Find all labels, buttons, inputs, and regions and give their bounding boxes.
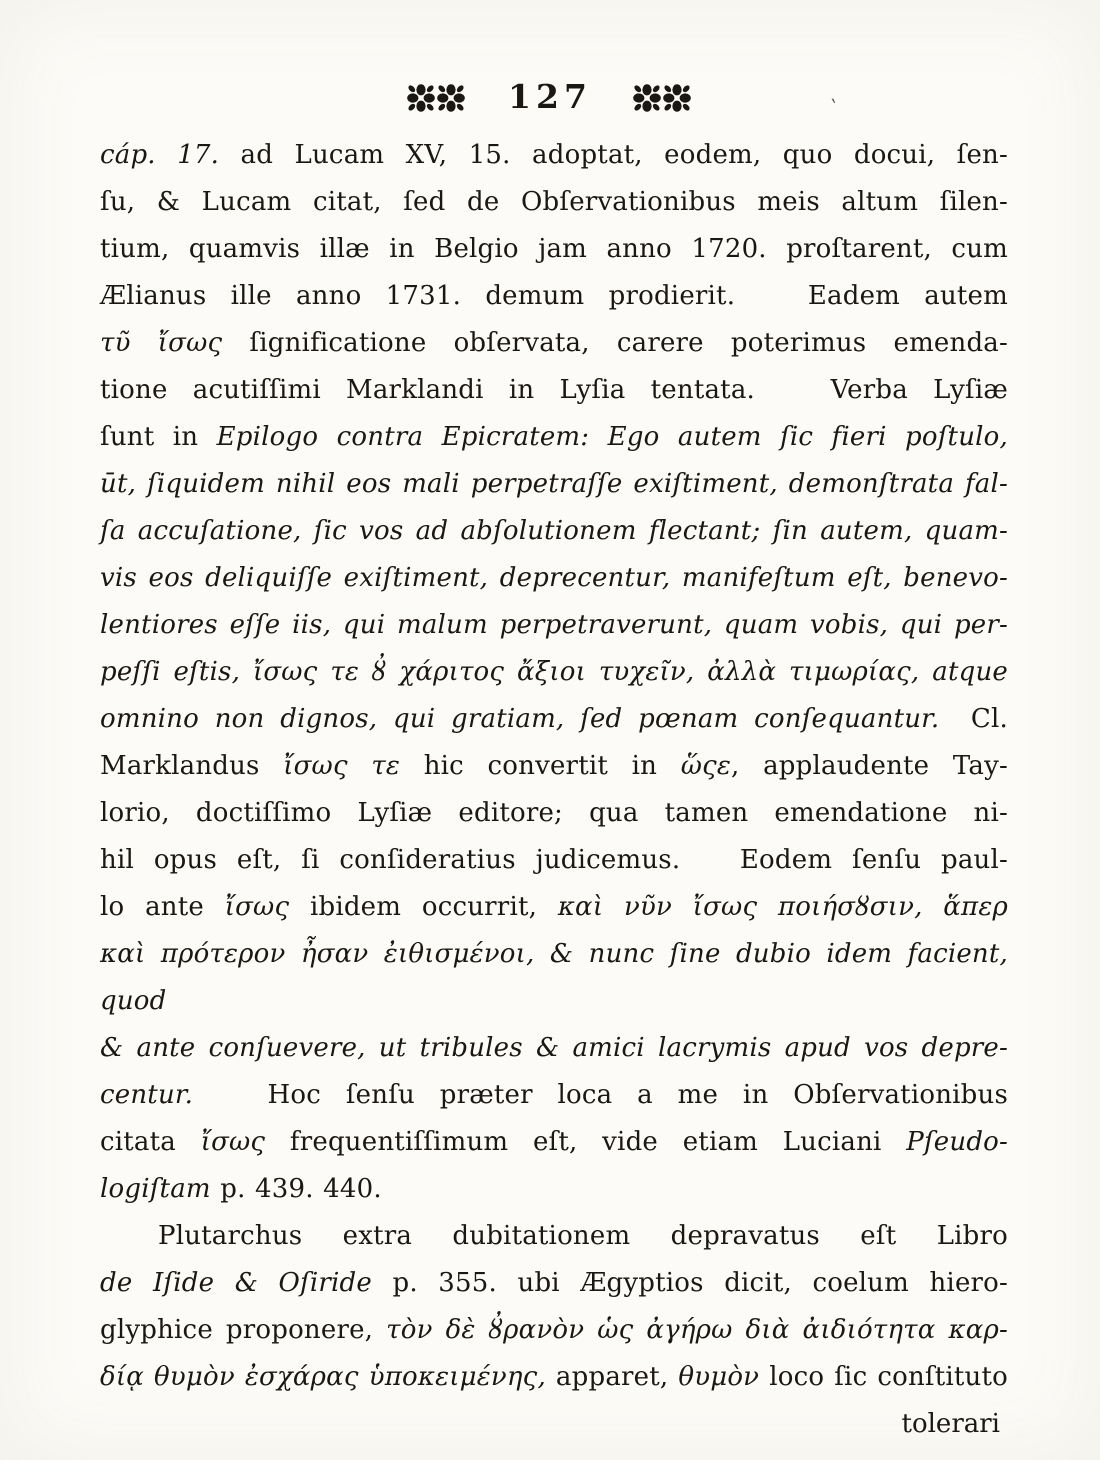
text-segment-greek: τῦ ἴσως [100, 328, 223, 358]
text-segment-roman: tium, quamvis illæ in Belgio jam anno 1720. proſtarent, cum [100, 234, 1008, 264]
text-segment-italic: Pſeudo- [906, 1127, 1008, 1157]
text-segment-italic: & nunc ſine dubio idem facient, quod [100, 939, 1008, 1016]
text-segment-greek: καὶ πρότερον ἦσαν ἐιθισμένοι, [100, 939, 550, 969]
text-line [100, 649, 1008, 696]
text-line [100, 1307, 1008, 1354]
text-line [100, 461, 1008, 508]
text-segment-roman: Ælianus ille anno 1731. demum prodierit. Eadem autem [100, 281, 1008, 311]
text-segment-greek: ὥςε [680, 751, 732, 781]
text-line [100, 837, 1008, 884]
text-segment-greek: ἴσως [200, 1127, 266, 1157]
text-segment-greek: καὶ νῦν ἴσως ποιήσȣσιν, ἅπερ [557, 892, 1008, 922]
text-segment-italic: atque [919, 657, 1008, 687]
text-segment-italic: ūt, ſiquidem nihil eos mali perpetraſſe exiſtiment, demonſtrata fal- [100, 469, 1008, 499]
text-segment-roman: frequentiſſimum eſt, vide etiam Luciani [265, 1127, 907, 1157]
fleuron-ornament-left-icon [406, 82, 468, 114]
text-line [100, 884, 1008, 931]
text-segment-roman: lorio, doctiſſimo Lyſiæ editore; qua tamen emendatione ni- [100, 798, 1008, 828]
text-segment-italic: de Iſide & Oſiride [100, 1268, 372, 1298]
text-line [100, 743, 1008, 790]
text-line [100, 414, 1008, 461]
text-segment-roman: glyphice proponere, [100, 1315, 387, 1345]
text-segment-italic: Epilogo contra Epicratem: Ego autem ſic fieri poſtulo, [216, 422, 1008, 452]
text-segment-italic: vis eos deliquiſſe exiſtiment, deprecentur, manifeſtum eſt, benevo- [100, 563, 1008, 593]
text-segment-roman: Marklandus [100, 751, 284, 781]
page-number: 127 [508, 76, 592, 116]
text-segment-roman: ſunt in [100, 422, 217, 452]
text-segment-roman: p. 439. 440. [210, 1174, 382, 1204]
text-block [0, 132, 1100, 1401]
text-line [100, 790, 1008, 837]
text-line [100, 320, 1008, 367]
text-segment-italic: ſa accuſatione, ſic vos ad abſolutionem flectant; ſin autem, quam- [100, 516, 1008, 546]
text-segment-italic: centur. [100, 1080, 194, 1110]
catchword: tolerari [901, 1409, 1000, 1439]
text-line [100, 602, 1008, 649]
text-segment-roman: ſu, & Lucam citat, ſed de Obſervationibus meis altum ſilen- [100, 187, 1008, 217]
text-line [100, 273, 1008, 320]
text-segment-roman: lo ante [100, 892, 225, 922]
text-line [100, 1166, 1008, 1213]
text-segment-roman: p. 355. ubi Ægyptios dicit, coelum hiero- [371, 1268, 1008, 1298]
text-line [100, 1119, 1008, 1166]
text-segment-italic: logiſtam [100, 1174, 211, 1204]
text-line [100, 1072, 1008, 1119]
text-line [100, 179, 1008, 226]
text-line [100, 1354, 1008, 1401]
text-segment-greek: θυμὸν [678, 1362, 760, 1392]
text-segment-roman: Cl. [939, 704, 1008, 734]
text-segment-italic: cáp. 17. [100, 140, 220, 170]
text-line [100, 226, 1008, 273]
text-segment-roman: , applaudente Tay- [731, 751, 1008, 781]
text-segment-roman: Hoc ſenſu præter loca a me in Obſervationibus [193, 1080, 1008, 1110]
text-segment-greek: ἴσως [224, 892, 290, 922]
text-segment-roman: ſignificatione obſervata, carere poterimus emenda- [222, 328, 1008, 358]
text-segment-roman: citata [100, 1127, 201, 1157]
text-segment-roman: tione acutiſſimi Marklandi in Lyſia tentata. Verba Lyſiæ [100, 375, 1008, 405]
stray-ink-mark: ` [825, 95, 841, 121]
text-segment-roman: Plutarchus extra dubitationem depravatus eſt Libro [158, 1221, 1008, 1251]
text-segment-roman: ibidem occurrit, [289, 892, 558, 922]
text-segment-roman: hil opus eſt, ſi conſideratius judicemus. Eodem ſenſu paul- [100, 845, 1008, 875]
text-segment-italic: omnino non dignos, qui gratiam, ſed pœnam conſequantur. [100, 704, 940, 734]
text-segment-roman: apparet, [545, 1362, 679, 1392]
text-segment-greek: δίᾳ θυμὸν ἐσχάρας ὑποκειμένης, [100, 1362, 546, 1392]
text-line [100, 1260, 1008, 1307]
text-line [100, 555, 1008, 602]
text-segment-roman: hic convertit in [400, 751, 681, 781]
text-line [100, 508, 1008, 555]
text-line [100, 696, 1008, 743]
fleuron-ornament-right-icon [632, 82, 694, 114]
text-segment-italic: & ante conſuevere, ut tribules & amici lacrymis apud vos depre- [100, 1033, 1008, 1063]
text-line [100, 1025, 1008, 1072]
text-segment-greek: τὸν δὲ ȣ̓ρανὸν ὡς ἀγήρω διὰ ἀιδιότητα καρ- [386, 1315, 1008, 1345]
text-segment-roman: ad Lucam XV, 15. adoptat, eodem, quo docui, ſen- [219, 140, 1008, 170]
text-segment-greek: ἴσως τε ȣ̓ χάριτος ἄξιοι τυχεῖν, ἀλλὰ τιμωρίας, [252, 657, 920, 687]
text-line [100, 931, 1008, 1025]
text-line [100, 1213, 1008, 1260]
text-line [100, 367, 1008, 414]
text-segment-italic: lentiores eſſe iis, qui malum perpetraverunt, quam vobis, qui per- [100, 610, 1008, 640]
text-segment-greek: ἴσως τε [283, 751, 401, 781]
text-line [100, 132, 1008, 179]
page-header [0, 76, 1100, 120]
text-segment-roman: loco ſic conſtituto [759, 1362, 1008, 1392]
text-segment-italic: peſſi eſtis, [100, 657, 253, 687]
